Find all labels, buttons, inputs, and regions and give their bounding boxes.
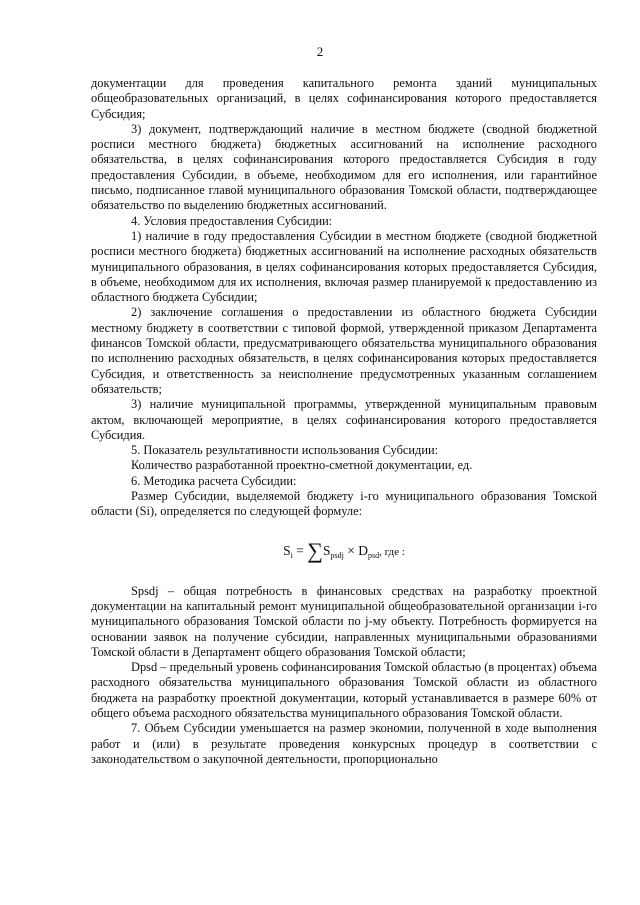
paragraph-continuation: документации для проведения капитального ремонта зданий муниципальных общеобразовательных организаций, в целях софинансирования которого предоставляется Субсидия; bbox=[91, 76, 597, 121]
formula-equals: = bbox=[296, 542, 304, 558]
formula-term-1: S bbox=[322, 542, 331, 558]
formula-s-subscript: i bbox=[290, 550, 293, 560]
paragraph-indicator: Количество разработанной проектно-сметной документации, ед. bbox=[131, 458, 473, 473]
document-body bbox=[91, 76, 597, 767]
formula-s: S bbox=[283, 542, 291, 558]
subsidy-formula bbox=[91, 528, 597, 574]
paragraph-dpsd-definition: Dpsd – предельный уровень софинансирования Томской областью (в процентах) объема расходного обязательства муниципального образования Томской области из областного бюджета на разработку проектной документации, который устанавливается в размере 60% от общего объема расходного обязательства муниципального образования Томской области. bbox=[91, 660, 597, 720]
paragraph-item-7: 7. Объем Субсидии уменьшается на размер экономии, полученной в ходе выполнения работ и (или) в результате проведения конкурсных процедур в соответствии с законодательством о закупочной деятельности, пропорционально bbox=[91, 721, 597, 766]
formula-sum-symbol: ∑ bbox=[307, 537, 323, 563]
paragraph-condition-2: 2) заключение соглашения о предоставлении из областного бюджета Субсидии местному бюджету в соответствии с типовой формой, утвержденной приказом Департамента финансов Томской области, предусматривающего обязательства муниципального образования по исполнению расходных обязательств, в целях софинансирования которых предоставляется Субсидия, и ответственность за неисполнение предусмотренных указанным соглашением обязательств; bbox=[91, 305, 597, 396]
section-heading-6: 6. Методика расчета Субсидии: bbox=[131, 473, 297, 488]
paragraph-spsdj-definition: Spsdj – общая потребность в финансовых средствах на разработку проектной документации на капитальный ремонт муниципальной общеобразовательной организации i-го муниципального образования Томской области по j-му объекту. Потребность формируется на основании заявок на получение субсидии, направленных муниципальными образованиями Томской области в Департамент общего образования Томской области; bbox=[91, 583, 597, 659]
paragraph-condition-1: 1) наличие в году предоставления Субсидии в местном бюджете (сводной бюджетной росписи местного бюджета) бюджетных ассигнований на исполнение расходных обязательств муниципального образования, в целях софинансирования которых предоставляется Субсидия, в объеме, необходимом для их исполнения, включая размер планируемой к предоставлению из областного бюджета Субсидии; bbox=[91, 228, 597, 305]
formula-term-2: D bbox=[358, 542, 368, 558]
paragraph-item-3-document: 3) документ, подтверждающий наличие в местном бюджете (сводной бюджетной росписи местного бюджета) бюджетных ассигнований на исполнение расходного обязательства, в целях софинансирования которого предоставляется Субсидия в году предоставления Субсидии, в объеме, необходимом для его исполнения, или гарантийное письмо, подписанное главой муниципального образования Томской области, подтверждающее обязательство по выделению бюджетных ассигнований. bbox=[91, 121, 597, 213]
section-heading-4: 4. Условия предоставления Субсидии: bbox=[131, 213, 333, 228]
formula-term-1-subscript: psdj bbox=[330, 550, 344, 560]
paragraph-method-intro: Размер Субсидии, выделяемой бюджету i-го муниципального образования Томской области (Si), определяется по следующей формуле: bbox=[91, 489, 597, 519]
paragraph-condition-3: 3) наличие муниципальной программы, утвержденной муниципальным правовым актом, включающей мероприятие, в целях софинансирования которого предоставляется Субсидия. bbox=[91, 397, 597, 442]
formula-term-2-subscript: psd bbox=[367, 550, 380, 560]
section-heading-5: 5. Показатель результативности использования Субсидии: bbox=[131, 443, 439, 458]
formula-times: × bbox=[347, 542, 355, 558]
formula-tail: , где : bbox=[379, 545, 405, 558]
page-number: 2 bbox=[316, 44, 324, 59]
